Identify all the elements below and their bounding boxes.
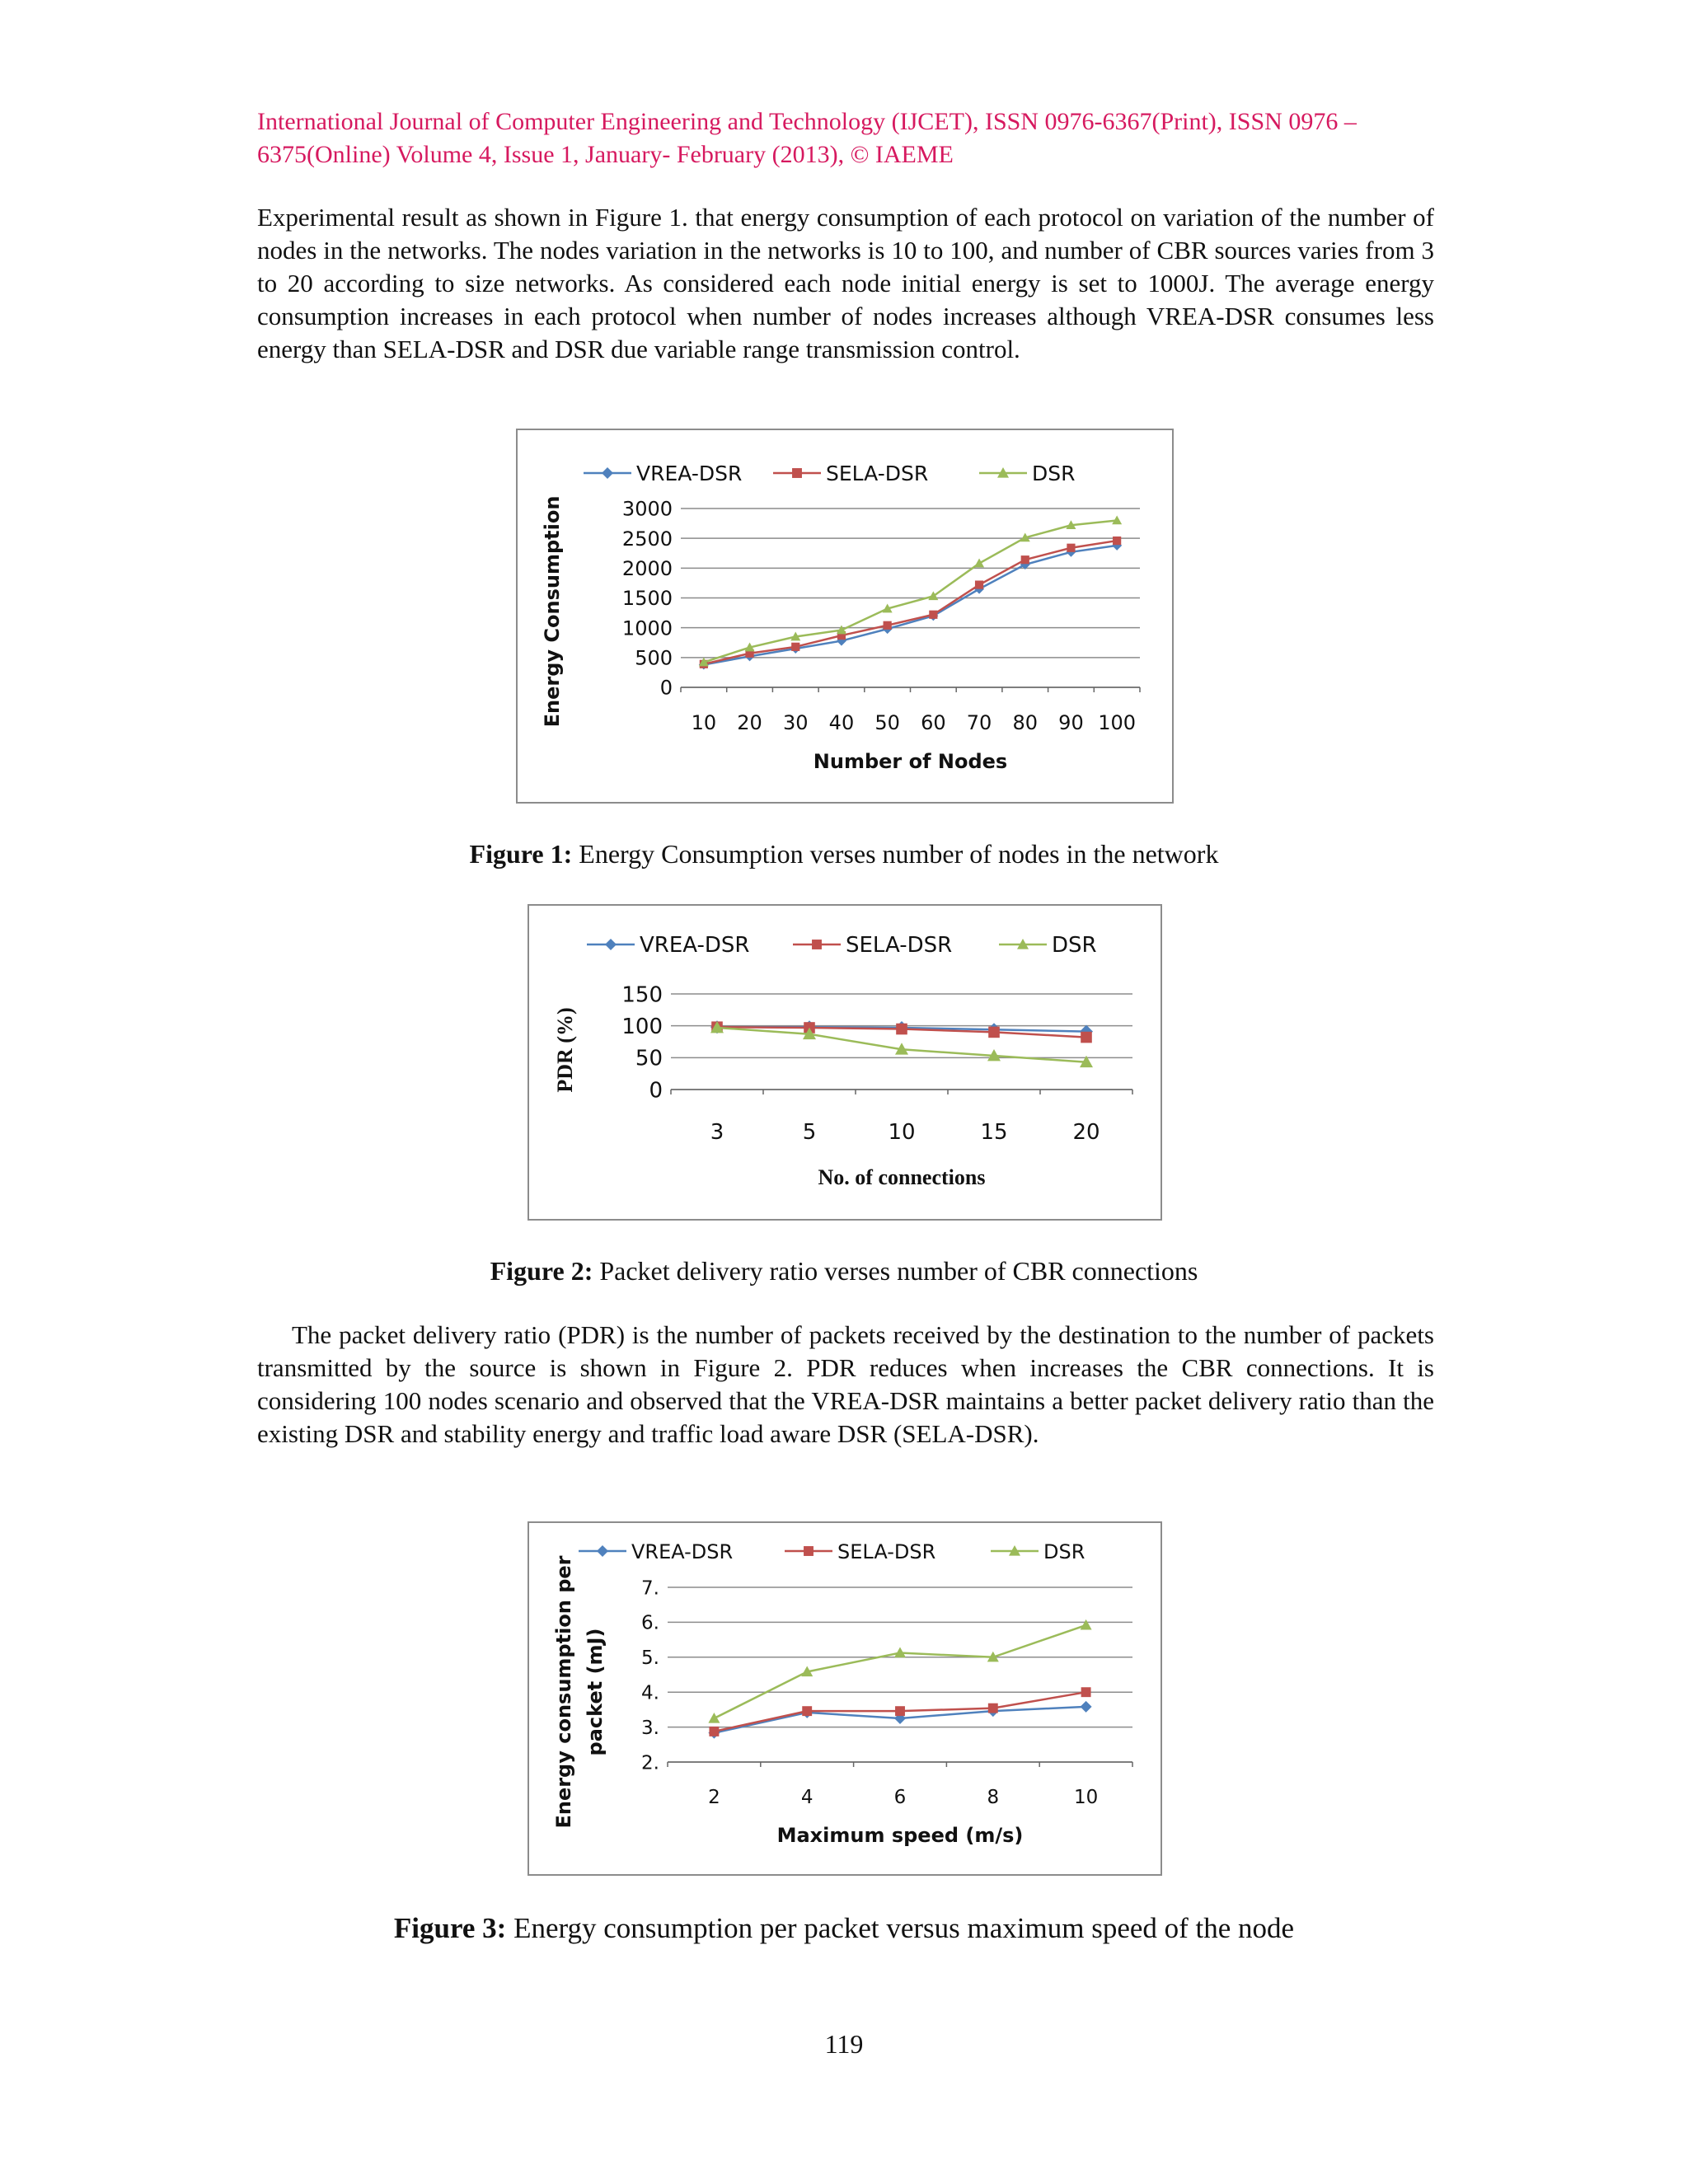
y-tick-label: 50 [635, 1046, 663, 1071]
paragraph-2: The packet delivery ratio (PDR) is the number of packets received by the destination to the number of packets transmitted by the source is shown in Figure 2. PDR reduces when increases the CBR connections. It is considering 100 nodes scenario and observed that the VREA-DSR maintains a better packet delivery ratio than the existing DSR and stability energy and traffic load aware DSR (SELA-DSR). [257, 1320, 1434, 1448]
x-tick-label: 10 [1073, 1787, 1099, 1808]
figure-1-chart [516, 429, 1174, 804]
y-tick-label: 500 [635, 646, 673, 670]
legend-label-vrea-dsr: VREA-DSR [631, 1540, 734, 1563]
y-tick-label: 5. [641, 1647, 659, 1670]
y-tick-label: 1000 [621, 616, 673, 640]
data-point-sela-dsr [709, 1727, 719, 1736]
y-tick-label: 3. [641, 1717, 659, 1739]
data-point-sela-dsr [1113, 537, 1121, 545]
x-tick-label: 20 [1072, 1120, 1100, 1145]
x-tick-label: 40 [828, 711, 855, 734]
series-line-dsr [704, 520, 1117, 662]
x-axis-title: Number of Nodes [813, 750, 1008, 773]
data-point-sela-dsr [988, 1027, 1000, 1038]
figure-2-chart [528, 904, 1162, 1221]
legend-marker-sela-dsr [804, 1546, 814, 1556]
data-point-sela-dsr [884, 621, 892, 630]
energy-consumption-chart [518, 430, 1172, 802]
x-tick-label: 5 [802, 1120, 817, 1145]
figure-3-label: Figure 3: [393, 1912, 507, 1944]
x-tick-label: 80 [1012, 711, 1039, 734]
x-tick-label: 60 [921, 711, 946, 734]
legend-label-dsr: DSR [1052, 933, 1097, 958]
x-tick-label: 6 [893, 1787, 907, 1808]
x-tick-label: 8 [987, 1787, 1000, 1808]
figure-1-text: Energy Consumption verses number of nodes in the network [572, 839, 1219, 869]
data-point-dsr [1081, 1619, 1092, 1630]
journal-header [257, 105, 1434, 171]
x-axis-title: No. of connections [818, 1165, 986, 1189]
pdr-chart [529, 906, 1160, 1219]
data-point-sela-dsr [802, 1706, 812, 1716]
figure-2-caption [0, 1254, 1688, 1287]
figure-2-label: Figure 2: [490, 1256, 593, 1286]
y-tick-label: 3000 [621, 497, 673, 521]
legend-marker-vrea-dsr [605, 939, 617, 950]
legend-label-dsr: DSR [1043, 1540, 1085, 1563]
legend-label-vrea-dsr: VREA-DSR [636, 462, 743, 485]
journal-header-line1: International Journal of Computer Engineering and Technology (IJCET), ISSN 0976-6367(Print), ISSN 0976 – [257, 108, 1357, 135]
y-tick-label: 6. [641, 1612, 659, 1634]
data-point-sela-dsr [791, 643, 799, 651]
data-point-sela-dsr [896, 1024, 907, 1035]
x-tick-label: 15 [980, 1120, 1008, 1145]
y-tick-label: 2000 [621, 556, 673, 580]
data-point-sela-dsr [1081, 1687, 1091, 1697]
y-tick-label: 0 [659, 676, 673, 700]
data-point-sela-dsr [975, 580, 983, 588]
y-axis-title-line: packet (mJ) [584, 1628, 607, 1756]
y-axis-title: PDR (%) [553, 1007, 577, 1093]
energy-per-packet-chart [529, 1523, 1160, 1874]
y-tick-label: 1500 [621, 587, 673, 611]
data-point-sela-dsr [988, 1704, 998, 1713]
data-point-sela-dsr [1081, 1032, 1092, 1043]
legend-marker-sela-dsr [792, 468, 802, 478]
figure-1-caption [0, 837, 1688, 870]
x-tick-label: 30 [782, 711, 809, 734]
data-point-vrea-dsr [1081, 1701, 1092, 1713]
data-point-dsr [708, 1713, 720, 1723]
data-point-sela-dsr [1067, 544, 1075, 552]
x-tick-label: 10 [691, 711, 717, 734]
figure-3-caption [0, 1912, 1688, 1945]
figure-3-text: Energy consumption per packet versus maximum speed of the node [506, 1912, 1295, 1944]
x-tick-label: 70 [966, 711, 992, 734]
y-tick-label: 100 [621, 1015, 663, 1040]
figure-1-label: Figure 1: [469, 839, 573, 869]
legend-label-sela-dsr: SELA-DSR [846, 933, 953, 958]
journal-header-line2: 6375(Online) Volume 4, Issue 1, January- February (2013), © IAEME [257, 141, 954, 168]
y-tick-label: 4. [641, 1682, 659, 1704]
x-tick-label: 4 [800, 1787, 814, 1808]
x-tick-label: 2 [708, 1787, 720, 1808]
paragraph-1: Experimental result as shown in Figure 1. that energy consumption of each protocol on variation of the number of nodes in the networks. The nodes variation in the networks is 10 to 100, and number of CBR sources varies from 3 to 20 according to size networks. As considered each node initial energy is set to 1000J. The average energy consumption increases in each protocol when number of nodes increases although VREA-DSR consumes less energy than SELA-DSR and DSR due variable range transmission control. [257, 203, 1434, 363]
y-axis-title: Energy Consumption [541, 495, 564, 728]
data-point-dsr [974, 559, 984, 568]
legend-label-sela-dsr: SELA-DSR [826, 462, 929, 485]
x-tick-label: 20 [737, 711, 762, 734]
figure-3-chart [528, 1521, 1162, 1876]
series-line-vrea-dsr [704, 546, 1117, 665]
x-tick-label: 10 [888, 1120, 916, 1145]
legend-marker-sela-dsr [812, 940, 822, 949]
y-tick-label: 150 [621, 982, 663, 1008]
data-point-sela-dsr [929, 611, 937, 619]
y-axis-title-line: Energy consumption per [552, 1555, 575, 1829]
y-tick-label: 2500 [621, 527, 673, 551]
page-number: 119 [824, 2029, 864, 2059]
legend-label-dsr: DSR [1032, 462, 1076, 485]
x-tick-label: 90 [1058, 711, 1084, 734]
y-tick-label: 2. [641, 1752, 659, 1774]
x-tick-label: 3 [710, 1120, 724, 1145]
x-axis-title: Maximum speed (m/s) [776, 1824, 1024, 1847]
figure-2-text: Packet delivery ratio verses number of CBR connections [593, 1256, 1198, 1286]
data-point-sela-dsr [895, 1706, 905, 1716]
series-line-dsr [714, 1625, 1085, 1718]
legend-marker-vrea-dsr [602, 467, 613, 479]
data-point-sela-dsr [1021, 555, 1029, 564]
y-tick-label: 7. [641, 1577, 659, 1600]
y-tick-label: 0 [649, 1078, 663, 1104]
legend-label-vrea-dsr: VREA-DSR [640, 933, 750, 958]
legend-marker-vrea-dsr [597, 1545, 608, 1557]
legend-label-sela-dsr: SELA-DSR [837, 1540, 936, 1563]
x-tick-label: 50 [874, 711, 900, 734]
x-tick-label: 100 [1098, 711, 1137, 734]
